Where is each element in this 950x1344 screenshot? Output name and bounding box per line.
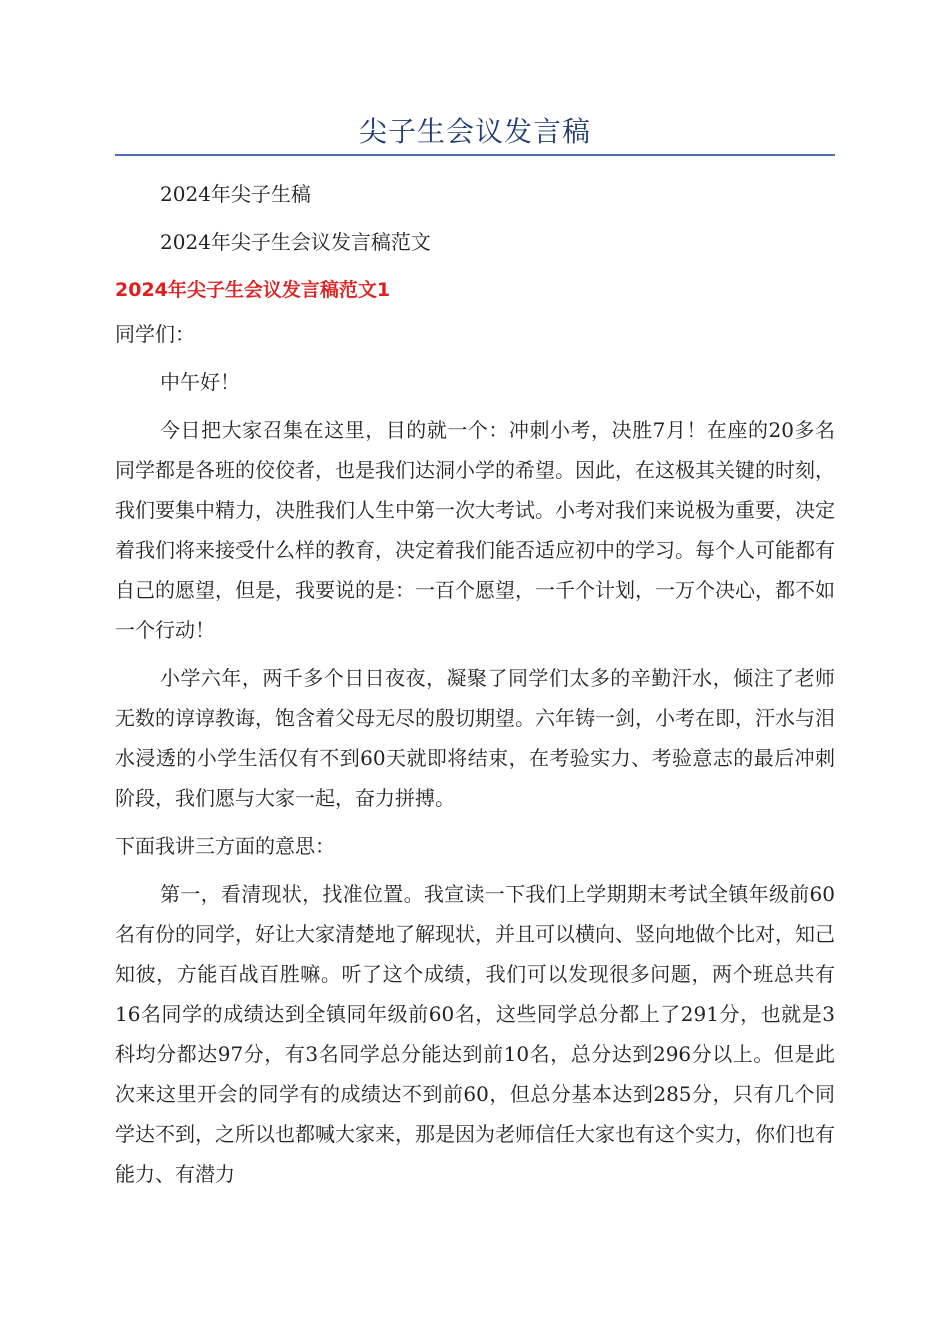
section-intro: 下面我讲三方面的意思：	[115, 834, 335, 858]
title-underline	[115, 154, 835, 156]
greeting-noon: 中午好！	[160, 370, 240, 394]
subtitle-line-2: 2024年尖子生会议发言稿范文	[160, 230, 431, 254]
body-paragraph: 今日把大家召集在这里，目的就一个：冲刺小考，决胜7月！在座的20多名同学都是各班的佼佼者，也是我们达洞小学的希望。因此，在这极其关键的时刻，我们要集中精力，决胜我们人生中第一次大考试。小考对我们来说极为重要，决定着我们将来接受什么样的教育，决定着我们能否适应初中的学习。每个人可能都有自己的愿望，但是，我要说的是：一百个愿望，一千个计划，一万个决心，都不如一个行动！	[115, 418, 835, 642]
body-paragraph: 第一，看清现状，找准位置。我宣读一下我们上学期期末考试全镇年级前60名有份的同学，好让大家清楚地了解现状，并且可以横向、竖向地做个比对，知己知彼，方能百战百胜嘛。听了这个成绩，我们可以发现很多问题，两个班总共有16名同学的成绩达到全镇同年级前60名，这些同学总分都上了291分，也就是3科均分都达97分，有3名同学总分能达到前10名，总分达到296分以上。但是此次来这里开会的同学有的成绩达不到前60，但总分基本达到285分，只有几个同学达不到，之所以也都喊大家来，那是因为老师信任大家也有这个实力，你们也有能力、有潜力	[115, 882, 835, 1186]
subtitle-line-1: 2024年尖子生稿	[160, 182, 311, 206]
greeting-salutation: 同学们：	[115, 322, 195, 346]
document-body	[115, 174, 835, 1202]
document-title: 尖子生会议发言稿	[358, 115, 591, 148]
section-heading: 2024年尖子生会议发言稿范文1	[115, 279, 391, 301]
body-paragraph: 小学六年，两千多个日日夜夜，凝聚了同学们太多的辛勤汗水，倾注了老师无数的谆谆教诲，饱含着父母无尽的殷切期望。六年铸一剑，小考在即，汗水与泪水浸透的小学生活仅有不到60天就即将结束，在考验实力、考验意志的最后冲刺阶段，我们愿与大家一起，奋力拼搏。	[115, 666, 835, 810]
